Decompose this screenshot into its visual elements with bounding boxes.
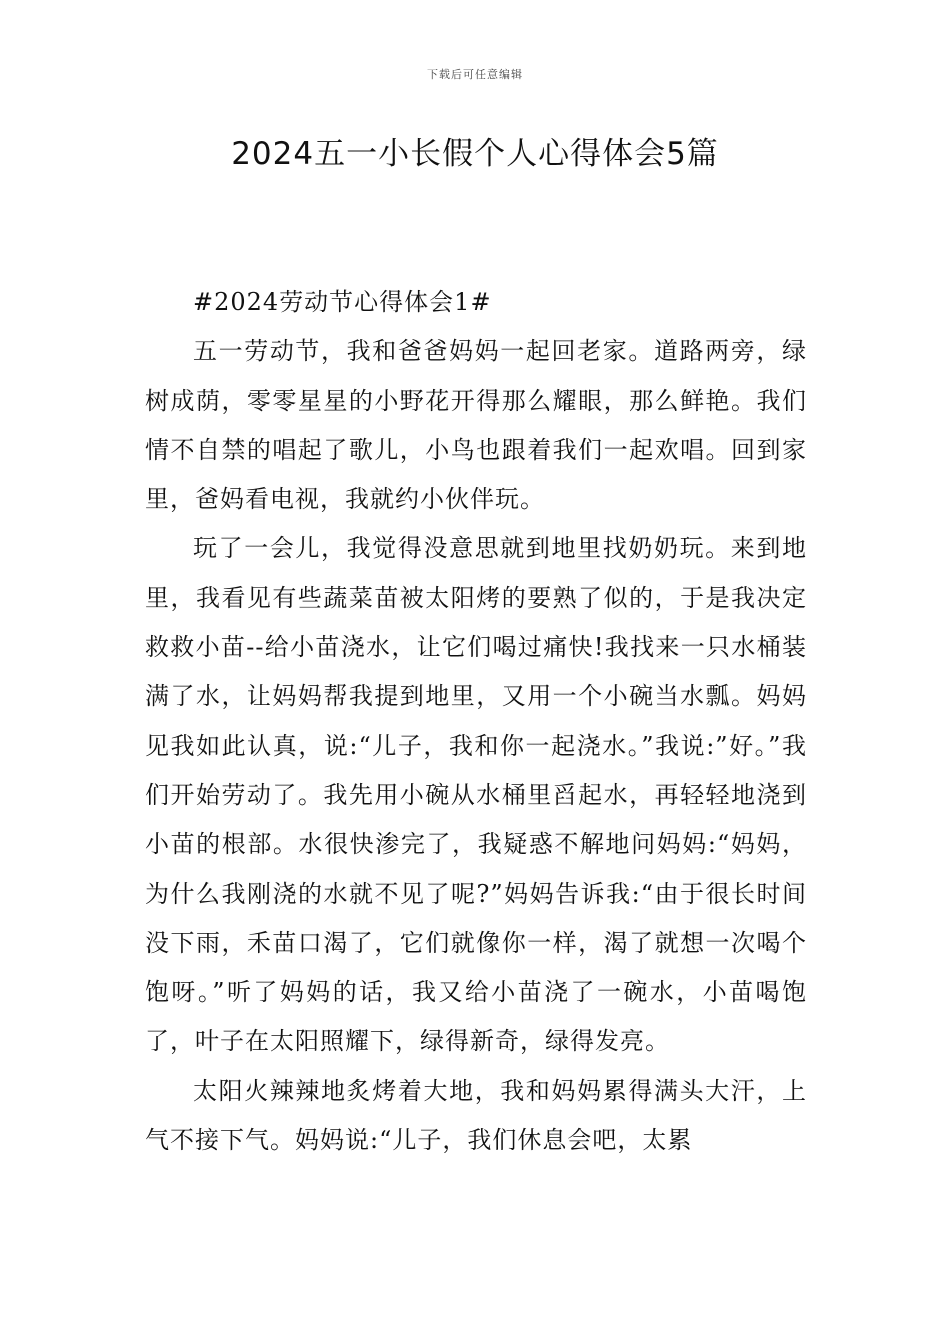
document-body — [145, 278, 807, 1165]
paragraph: 五一劳动节，我和爸爸妈妈一起回老家。道路两旁，绿树成荫，零零星星的小野花开得那么耀眼，那么鲜艳。我们情不自禁的唱起了歌儿，小鸟也跟着我们一起欢唱。回到家里，爸妈看电视，我就约小伙伴玩。 — [145, 337, 807, 514]
header-note: 下载后可任意编辑 — [427, 68, 523, 81]
section-heading: #2024劳动节心得体会1# — [193, 288, 492, 316]
paragraph: 玩了一会儿，我觉得没意思就到地里找奶奶玩。来到地里，我看见有些蔬菜苗被太阳烤的要熟了似的，于是我决定救救小苗--给小苗浇水，让它们喝过痛快!我找来一只水桶装满了水，让妈妈帮我提到地里，又用一个小碗当水瓢。妈妈见我如此认真，说:“儿子，我和你一起浇水。”我说:”好。”我们开始劳动了。我先用小碗从水桶里舀起水，再轻轻地浇到小苗的根部。水很快渗完了，我疑惑不解地问妈妈:“妈妈，为什么我刚浇的水就不见了呢?”妈妈告诉我:“由于很长时间没下雨，禾苗口渴了，它们就像你一样，渴了就想一次喝个饱呀。”听了妈妈的话，我又给小苗浇了一碗水，小苗喝饱了，叶子在太阳照耀下，绿得新奇，绿得发亮。 — [145, 534, 807, 1056]
paragraph: 太阳火辣辣地炙烤着大地，我和妈妈累得满头大汗，上气不接下气。妈妈说:“儿子，我们休息会吧，太累 — [145, 1076, 807, 1155]
document-title: 2024五一小长假个人心得体会5篇 — [231, 136, 719, 172]
